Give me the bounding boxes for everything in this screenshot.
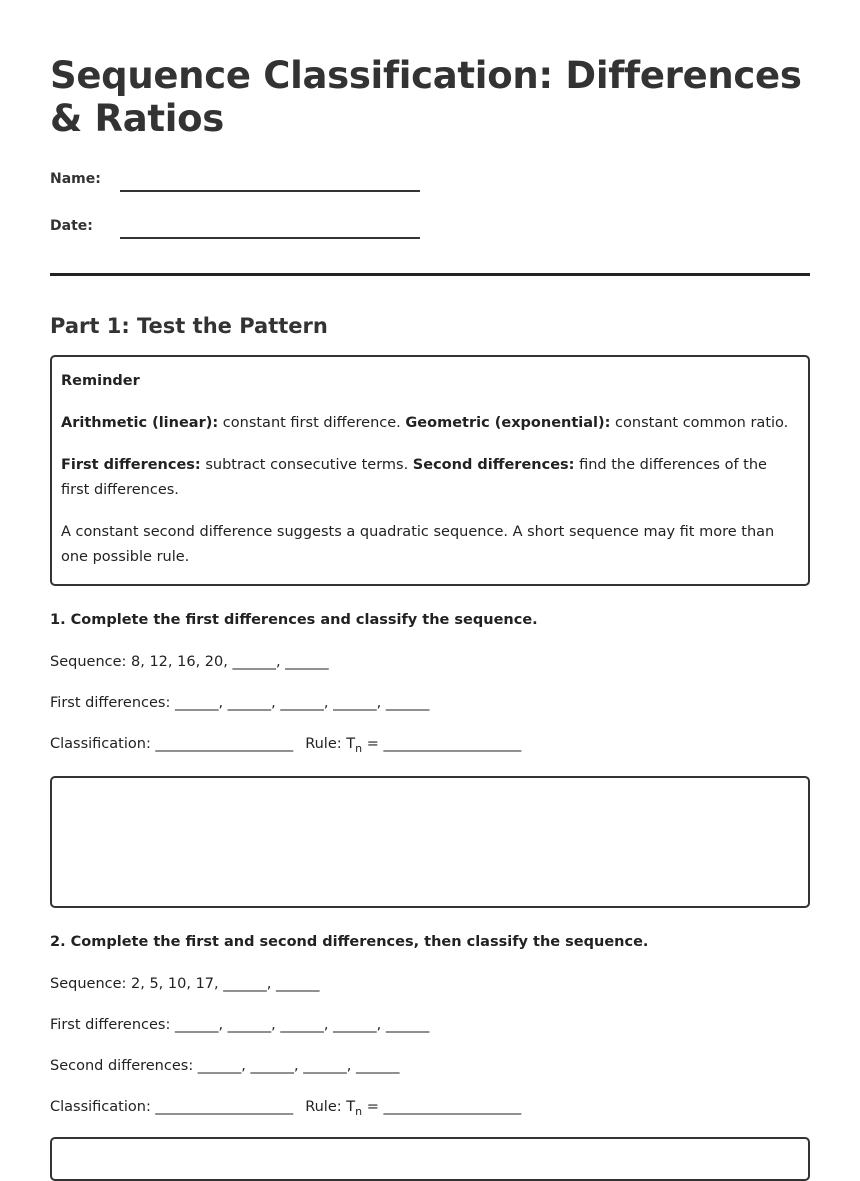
question-2-prompt: 2. Complete the first and second differences, then classify the sequence.	[50, 934, 649, 950]
date-input-line[interactable]	[120, 236, 420, 239]
name-label: Name:	[50, 171, 101, 187]
header-divider	[50, 273, 810, 276]
reminder-note: A constant second difference suggests a quadratic sequence. A short sequence may fit more than one possible rule.	[61, 524, 775, 565]
first-diff-desc: subtract consecutive terms.	[200, 457, 413, 473]
question-1-answer-box[interactable]	[50, 776, 810, 908]
question-2-first-differences: First differences: ______, ______, ______, ______, ______	[50, 1017, 430, 1033]
first-diff-term: First differences:	[61, 457, 201, 473]
question-1-classification: Classification: ___________________	[50, 736, 294, 752]
question-2-rule-subscript: n	[355, 1105, 363, 1118]
question-1-classification-row	[50, 734, 810, 754]
date-field	[50, 215, 810, 239]
arithmetic-desc: constant first difference.	[218, 415, 406, 431]
reminder-types	[61, 411, 799, 436]
page-title: Sequence Classification: Differences & Ratios	[50, 54, 802, 140]
question-1-rule-subscript: n	[355, 742, 363, 755]
question-2-answer-box[interactable]	[50, 1137, 810, 1181]
second-diff-term: Second differences:	[412, 457, 575, 473]
question-2-rule-prefix: Rule: T	[305, 1099, 356, 1115]
geometric-desc: constant common ratio.	[610, 415, 789, 431]
question-1-rule-prefix: Rule: T	[305, 736, 356, 752]
second-diff-desc: find the differences of the first differences.	[61, 457, 767, 498]
date-label: Date:	[50, 218, 93, 234]
reminder-box	[50, 355, 810, 586]
name-field	[50, 168, 810, 192]
question-2-sequence: Sequence: 2, 5, 10, 17, ______, ______	[50, 976, 320, 992]
part1-heading: Part 1: Test the Pattern	[50, 314, 328, 338]
question-1-rule-suffix: = ___________________	[362, 736, 522, 752]
question-1-prompt: 1. Complete the first differences and classify the sequence.	[50, 612, 538, 628]
question-2-rule-suffix: = ___________________	[362, 1099, 522, 1115]
question-2-classification-row	[50, 1097, 810, 1117]
geometric-term: Geometric (exponential):	[405, 415, 611, 431]
question-1-sequence: Sequence: 8, 12, 16, 20, ______, ______	[50, 654, 329, 670]
name-input-line[interactable]	[120, 189, 420, 192]
question-1-first-differences: First differences: ______, ______, ______, ______, ______	[50, 695, 430, 711]
worksheet-page	[50, 0, 810, 1181]
reminder-differences	[61, 453, 799, 503]
question-2-second-differences: Second differences: ______, ______, ______, ______	[50, 1058, 400, 1074]
arithmetic-term: Arithmetic (linear):	[61, 415, 219, 431]
reminder-title: Reminder	[61, 373, 140, 389]
question-2-classification: Classification: ___________________	[50, 1099, 294, 1115]
